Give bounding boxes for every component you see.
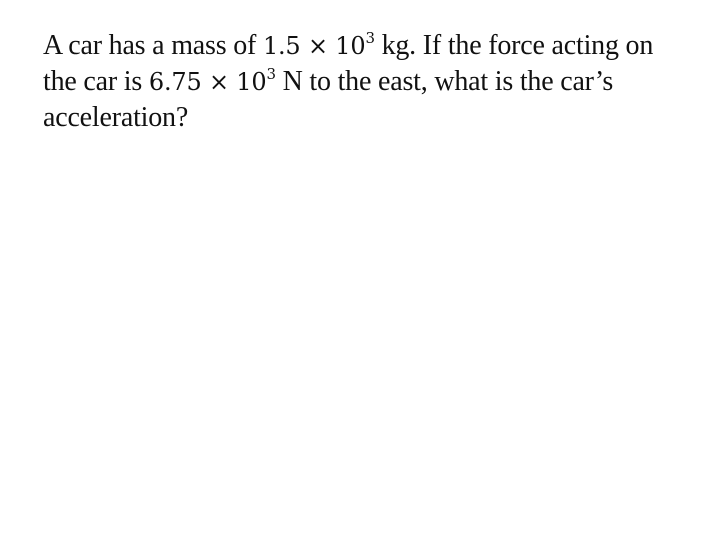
force-mantissa: 6.75 bbox=[148, 68, 202, 96]
question-text bbox=[43, 28, 693, 135]
question-text-segment: A car has a mass of bbox=[43, 30, 263, 61]
times-symbol: × bbox=[300, 32, 336, 60]
force-base: 10 bbox=[236, 68, 267, 96]
question-text-segment: kg. If the force acting on bbox=[374, 30, 654, 61]
question-line-3: acceleration? bbox=[43, 102, 189, 133]
question-text-segment: the car is bbox=[43, 66, 149, 97]
mass-value bbox=[262, 29, 375, 60]
times-symbol: × bbox=[201, 68, 237, 96]
question-text-segment: N to the east, what is the car’s bbox=[275, 66, 614, 97]
question-line-1 bbox=[43, 28, 693, 64]
question-line-2 bbox=[43, 64, 693, 100]
force-value bbox=[148, 65, 276, 96]
mass-mantissa: 1.5 bbox=[262, 32, 301, 60]
mass-base: 10 bbox=[335, 32, 366, 60]
mass-exponent: 3 bbox=[365, 29, 375, 47]
force-exponent: 3 bbox=[266, 65, 276, 83]
